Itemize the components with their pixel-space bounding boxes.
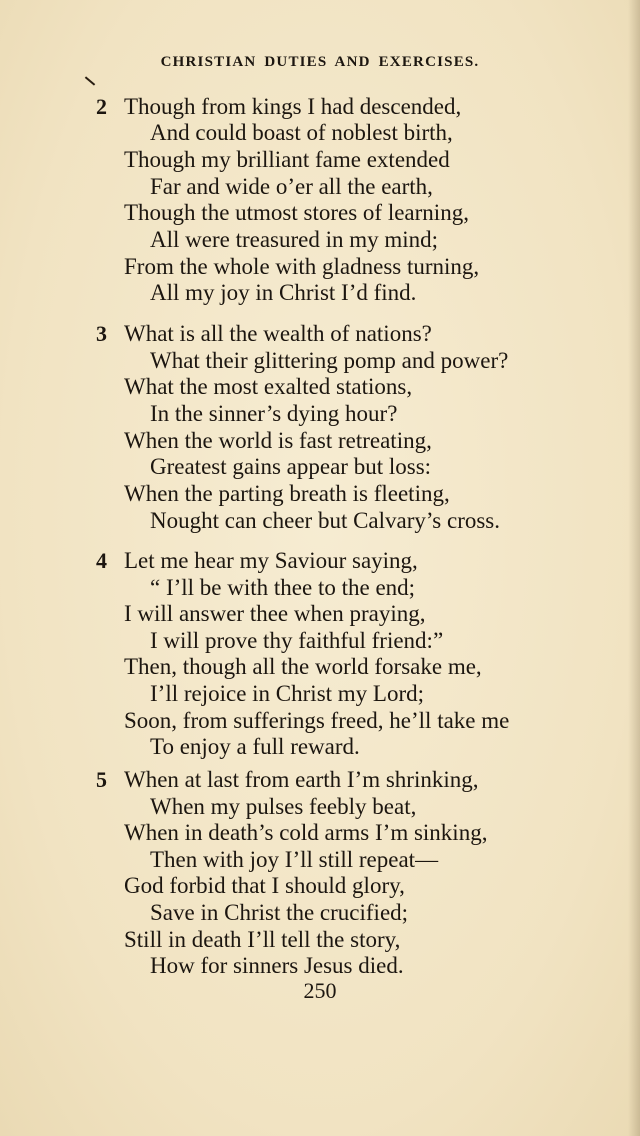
verse-line: Soon, from sufferings freed, he’ll take me <box>124 708 510 733</box>
verse-line: Far and wide o’er all the earth, <box>150 174 433 199</box>
verse-line: Still in death I’ll tell the story, <box>124 927 401 952</box>
running-head: CHRISTIAN DUTIES AND EXERCISES. <box>160 54 480 70</box>
verse-line: What the most exalted stations, <box>124 374 413 399</box>
verse-number: 4 <box>96 548 107 573</box>
verse-line: To enjoy a full reward. <box>150 734 360 759</box>
verse-line: Though the utmost stores of learning, <box>124 200 469 225</box>
verse-line: Nought can cheer but Calvary’s cross. <box>150 508 501 533</box>
verse-line: Save in Christ the crucified; <box>150 900 409 925</box>
verse-line: From the whole with gladness turning, <box>124 254 480 279</box>
verse-number: 3 <box>96 321 107 346</box>
verse-line: When at last from earth I’m shrinking, <box>124 767 479 792</box>
verse-line: How for sinners Jesus died. <box>150 953 404 978</box>
verse-line: All were treasured in my mind; <box>150 227 439 252</box>
verse-line: I will answer thee when praying, <box>124 601 426 626</box>
verse-line: When the world is fast retreating, <box>124 428 432 453</box>
verse-line: And could boast of noblest birth, <box>150 120 453 145</box>
verse-line: When in death’s cold arms I’m sinking, <box>124 820 488 845</box>
verse-line: I’ll rejoice in Christ my Lord; <box>150 681 425 706</box>
verse-line: I will prove thy faithful friend:” <box>150 628 444 653</box>
verse-line: All my joy in Christ I’d find. <box>150 280 417 305</box>
verse-line: Then, though all the world forsake me, <box>124 654 482 679</box>
verse-line: “ I’ll be with thee to the end; <box>150 575 416 600</box>
verse-number: 2 <box>96 94 107 119</box>
verse-line: Greatest gains appear but loss: <box>150 454 432 479</box>
verse-line: When my pulses feebly beat, <box>150 794 417 819</box>
verse-line: Let me hear my Saviour saying, <box>124 548 418 573</box>
verse-line: What is all the wealth of nations? <box>124 321 432 346</box>
verse-line: When the parting breath is fleeting, <box>124 481 450 506</box>
verse-number: 5 <box>96 767 107 792</box>
page-edge-shadow <box>628 0 640 1136</box>
verse-line: Though my brilliant fame extended <box>124 147 450 172</box>
verse-line: God forbid that I should glory, <box>124 873 405 898</box>
verse-line: What their glittering pomp and power? <box>150 348 509 373</box>
verse-line: In the sinner’s dying hour? <box>150 401 398 426</box>
verse-line: Though from kings I had descended, <box>124 94 462 119</box>
margin-pencil-mark <box>85 76 95 85</box>
verse-line: Then with joy I’ll still repeat— <box>150 847 439 872</box>
page-number: 250 <box>303 978 337 1003</box>
